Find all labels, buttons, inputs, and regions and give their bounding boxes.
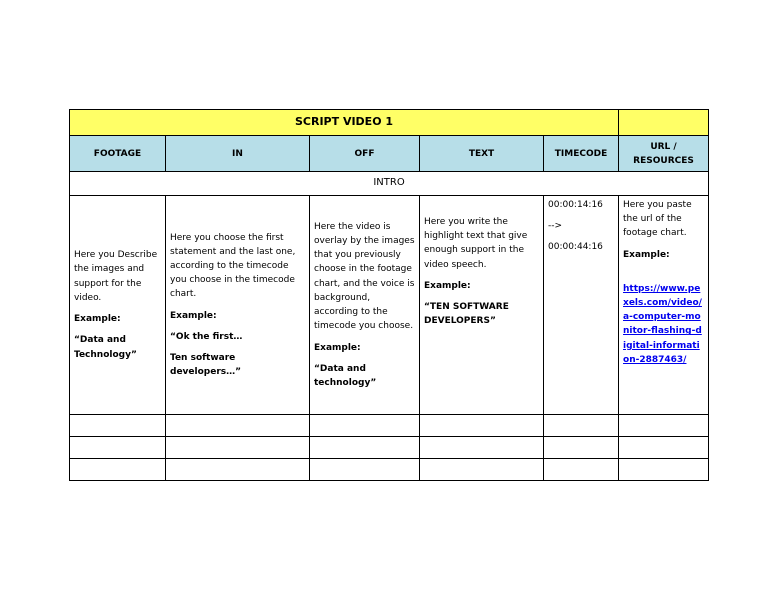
- footage-cell: [70, 196, 166, 415]
- empty-row: [70, 437, 709, 459]
- url-cell: [619, 196, 709, 415]
- timecode-end: 00:00:44:16: [548, 242, 603, 253]
- header-timecode: TIMECODE: [544, 136, 619, 172]
- timecode-start: 00:00:14:16: [548, 200, 603, 210]
- off-cell: [310, 196, 420, 415]
- in-description: Here you choose the first statement and the last one, according to the timecode you choose in the timecode chart.: [170, 232, 296, 300]
- title-row: [70, 110, 709, 136]
- off-example-label: Example:: [314, 342, 361, 353]
- in-example-last: Ten software developers…”: [170, 353, 242, 378]
- timecode-arrow: -->: [548, 221, 563, 232]
- in-example-first: “Ok the first…: [170, 331, 243, 342]
- header-in: IN: [166, 136, 310, 172]
- in-example-label: Example:: [170, 310, 217, 321]
- footage-example: “Data and Technology”: [74, 335, 137, 360]
- title-row-empty-cell: [619, 110, 709, 136]
- text-example: “TEN SOFTWARE DEVELOPERS”: [424, 302, 509, 327]
- header-footage: FOOTAGE: [70, 136, 166, 172]
- script-table: [69, 109, 709, 481]
- footage-example-label: Example:: [74, 314, 121, 325]
- timecode-cell: [544, 196, 619, 415]
- header-url-line1: URL /: [650, 141, 677, 152]
- section-label: INTRO: [70, 172, 709, 196]
- header-off: OFF: [310, 136, 420, 172]
- section-row: [70, 172, 709, 196]
- in-cell: [166, 196, 310, 415]
- intro-content-row: [70, 196, 709, 415]
- off-example: “Data and technology”: [314, 363, 377, 388]
- text-description: Here you write the highlight text that give enough support in the video speech.: [424, 217, 528, 270]
- table-title: SCRIPT VIDEO 1: [70, 110, 619, 136]
- off-description: Here the video is overlay by the images that you previously choose in the footage chart, and the voice is background, according to the timecode you choose.: [314, 221, 415, 332]
- header-url-resources: [619, 136, 709, 172]
- url-description: Here you paste the url of the footage chart.: [623, 200, 692, 239]
- footage-description: Here you Describe the images and support for the video.: [74, 250, 158, 303]
- url-example-label: Example:: [623, 249, 670, 260]
- empty-row: [70, 415, 709, 437]
- footage-url-link[interactable]: https://www.pexels.com/video/a-computer-monitor-flashing-digital-information-2887463/: [623, 283, 702, 365]
- header-url-line2: RESOURCES: [633, 155, 694, 166]
- header-text: TEXT: [420, 136, 544, 172]
- text-cell: [420, 196, 544, 415]
- header-row: [70, 136, 709, 172]
- text-example-label: Example:: [424, 280, 471, 291]
- empty-row: [70, 459, 709, 481]
